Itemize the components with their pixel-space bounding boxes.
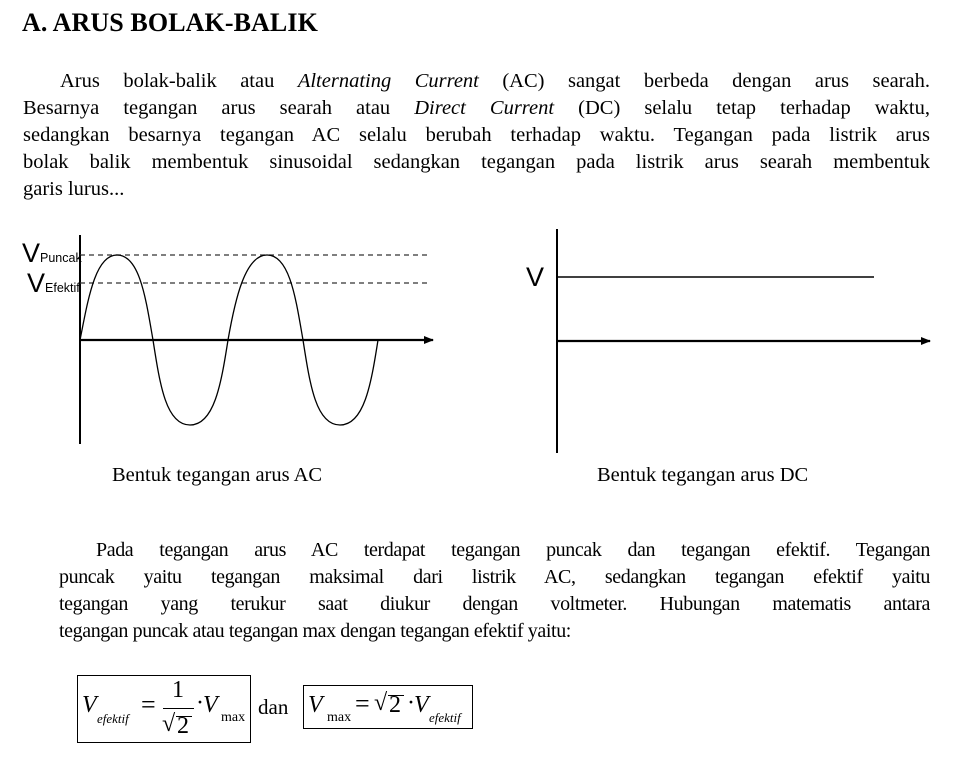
formula2-rhs-v: V (414, 692, 429, 718)
term-direct-current: Direct Current (414, 97, 555, 119)
formula1-lhs-v: V (82, 692, 97, 718)
peak-v-symbol: V (22, 238, 41, 268)
formula-conjunction: dan (258, 695, 289, 719)
text-segment: bolak balik membentuk sinusoidal sedangkan tegangan pada listrik arus searah membentuk (23, 151, 930, 173)
relation-line-1 (59, 537, 930, 564)
formula1-root-symbol: √ (162, 711, 176, 737)
formula2-lhs-v: V (308, 692, 323, 718)
term-alternating-current: Alternating Current (297, 70, 479, 92)
text-segment: sedangkan besarnya tegangan AC selalu berubah terhadap waktu. Tegangan pada listrik arus (23, 124, 930, 146)
formula2-root-symbol: √ (374, 690, 388, 716)
effective-subscript: Efektif (45, 281, 80, 295)
formula2-root-argument: 2 (389, 692, 401, 718)
formula-effective-box (77, 675, 251, 743)
formula1-rhs-subscript: max (221, 710, 246, 725)
text-segment: (AC) sangat berbeda dengan arus searah. (478, 70, 930, 92)
text-segment: garis lurus... (23, 178, 125, 200)
formula2-rhs-subscript: efektif (429, 710, 461, 725)
text-segment: (DC) selalu tetap terhadap waktu, (554, 97, 930, 119)
effective-v-symbol: V (27, 268, 46, 298)
formula1-rhs-v: V (203, 692, 218, 718)
dc-waveform-diagram (557, 229, 930, 453)
formula1-equals: = (141, 690, 156, 719)
relation-line-3 (59, 591, 930, 618)
formula1-dot: · (196, 690, 204, 716)
ac-waveform-diagram (80, 235, 433, 444)
text-segment: Pada tegangan arus AC terdapat tegangan puncak dan tegangan efektif. Tegangan (96, 539, 930, 561)
formula2-lhs-subscript: max (327, 710, 352, 725)
formula1-numerator: 1 (172, 677, 184, 703)
relation-paragraph (59, 537, 930, 645)
dc-caption: Bentuk tegangan arus DC (597, 464, 809, 486)
formula1-denominator: 2 (177, 713, 189, 739)
formula2-equals: = (355, 689, 370, 718)
relation-line-4 (59, 618, 930, 645)
section-heading: A. ARUS BOLAK-BALIK (22, 8, 318, 37)
ac-caption: Bentuk tegangan arus AC (112, 464, 323, 486)
text-segment: Arus bolak-balik atau (60, 70, 298, 92)
formula-max-box (303, 685, 473, 729)
text-segment: puncak yaitu tegangan maksimal dari listrik AC, sedangkan tegangan efektif yaitu (59, 566, 930, 588)
peak-subscript: Puncak (40, 251, 82, 265)
text-segment: tegangan yang terukur saat diukur dengan voltmeter. Hubungan matematis antara (59, 593, 930, 615)
formula1-fraction-bar (163, 708, 194, 709)
text-segment: Besarnya tegangan arus searah atau (23, 97, 415, 119)
dc-voltage-label: V (526, 262, 545, 292)
relation-line-2 (59, 564, 930, 591)
formula1-lhs-subscript: efektif (97, 711, 129, 726)
formula2-dot: · (407, 690, 415, 716)
effective-voltage-label (27, 268, 80, 303)
text-segment: tegangan puncak atau tegangan max dengan tegangan efektif yaitu: (59, 620, 571, 642)
